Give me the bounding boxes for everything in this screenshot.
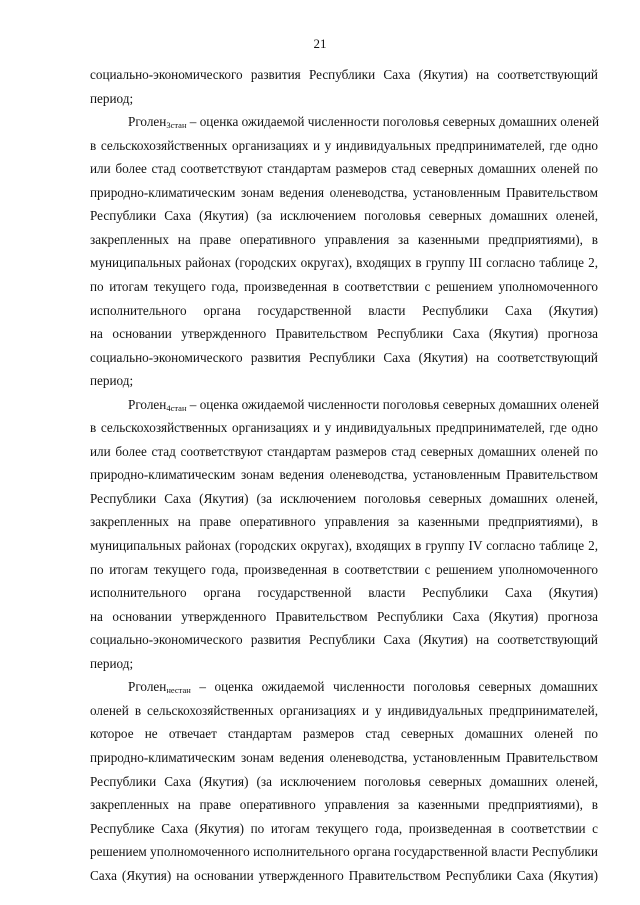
line-text: природно-климатическим зонам ведения оленеводства, установленным Правительством (90, 467, 598, 483)
line-text: или более стад соответствуют стандартам размеров стад северных домашних оленей по (90, 443, 598, 459)
line-text: решением уполномоченного исполнительного органа государственной власти Республики (90, 844, 598, 860)
formula-subscript: 4стан (166, 402, 187, 413)
text-line (128, 113, 598, 134)
line-text: – оценка ожидаемой численности поголовья северных домашних (190, 679, 598, 695)
text-line (90, 137, 598, 154)
text-line (90, 419, 598, 436)
text-line (90, 66, 598, 83)
line-text: по итогам текущего года, произведенная в соответствии с решением уполномоченного (90, 278, 598, 294)
text-line (90, 254, 598, 271)
formula-symbol: Pголен (128, 396, 167, 412)
text-line (90, 184, 598, 201)
line-text: закрепленных на праве оперативного управления за казенными предприятиями), в (90, 514, 598, 530)
text-line (90, 90, 598, 107)
text-line (90, 490, 598, 507)
line-text: исполнительного органа государственной власти Республики Саха (Якутия) (90, 585, 598, 601)
text-line (90, 631, 598, 648)
text-line (90, 843, 598, 860)
text-line (128, 396, 598, 417)
text-line (90, 207, 598, 224)
text-line (128, 678, 598, 699)
line-text: – оценка ожидаемой численности поголовья северных домашних оленей (186, 114, 600, 130)
text-line (90, 655, 598, 672)
line-text: Саха (Якутия) на основании утвержденного Правительством Республики Саха (Якутия) (90, 867, 598, 883)
text-line (90, 820, 598, 837)
line-text: или более стад соответствуют стандартам размеров стад северных домашних оленей по (90, 161, 598, 177)
line-text: социально-экономического развития Республики Саха (Якутия) на соответствующий (90, 349, 598, 365)
text-line (90, 302, 598, 319)
page-number: 21 (313, 36, 327, 51)
formula-symbol: Pголен (128, 114, 167, 130)
line-text: на основании утвержденного Правительством Республики Саха (Якутия) прогноза (90, 608, 598, 624)
line-text: в сельскохозяйственных организациях и у индивидуальных предпринимателей, где одно (90, 137, 598, 153)
text-line (90, 749, 598, 766)
line-text: по итогам текущего года, произведенная в соответствии с решением уполномоченного (90, 561, 598, 577)
text-line (90, 773, 598, 790)
formula-subscript: 3стан (166, 120, 187, 131)
text-line (90, 513, 598, 530)
line-text: закрепленных на праве оперативного управления за казенными предприятиями), в (90, 231, 598, 247)
line-text: муниципальных районах (городских округах), входящих в группу III согласно таблице 2, (90, 255, 598, 271)
text-line (90, 867, 598, 884)
text-line (90, 725, 598, 742)
text-line (90, 231, 598, 248)
text-line (90, 608, 598, 625)
line-text: период; (90, 655, 134, 671)
line-text: оленей в сельскохозяйственных организациях и у индивидуальных предпринимателей, (90, 702, 598, 718)
formula-subscript: нестан (166, 685, 191, 696)
text-line (90, 702, 598, 719)
text-line (90, 278, 598, 295)
line-text: Республике Саха (Якутия) по итогам текущего года, произведенная в соответствии с (90, 820, 598, 836)
line-text: период; (90, 90, 134, 106)
text-line (90, 325, 598, 342)
line-text: Республики Саха (Якутия) (за исключением поголовья северных домашних оленей, (90, 773, 598, 789)
line-text: на основании утвержденного Правительством Республики Саха (Якутия) прогноза (90, 326, 598, 342)
line-text: – оценка ожидаемой численности поголовья северных домашних оленей (186, 396, 600, 412)
text-line (90, 160, 598, 177)
line-text: закрепленных на праве оперативного управления за казенными предприятиями), в (90, 797, 598, 813)
line-text: социально-экономического развития Республики Саха (Якутия) на соответствующий (90, 632, 598, 648)
line-text: природно-климатическим зонам ведения оленеводства, установленным Правительством (90, 749, 598, 765)
line-text: Республики Саха (Якутия) (за исключением поголовья северных домашних оленей, (90, 490, 598, 506)
line-text: исполнительного органа государственной власти Республики Саха (Якутия) (90, 302, 598, 318)
text-line (90, 372, 598, 389)
text-line (90, 584, 598, 601)
line-text: которое не отвечает стандартам размеров стад северных домашних оленей по (90, 726, 598, 742)
line-text: социально-экономического развития Республики Саха (Якутия) на соответствующий (90, 67, 598, 82)
text-line (90, 561, 598, 578)
text-line (90, 537, 598, 554)
line-text: Республики Саха (Якутия) (за исключением поголовья северных домашних оленей, (90, 208, 598, 224)
text-line (90, 443, 598, 460)
line-text: в сельскохозяйственных организациях и у индивидуальных предпринимателей, где одно (90, 420, 598, 436)
text-line (90, 466, 598, 483)
text-line (90, 349, 598, 366)
text-line (90, 796, 598, 813)
formula-symbol: Pголен (128, 679, 167, 695)
line-text: период; (90, 373, 134, 389)
line-text: природно-климатическим зонам ведения оленеводства, установленным Правительством (90, 184, 598, 200)
line-text: муниципальных районах (городских округах), входящих в группу IV согласно таблице 2, (90, 538, 598, 553)
